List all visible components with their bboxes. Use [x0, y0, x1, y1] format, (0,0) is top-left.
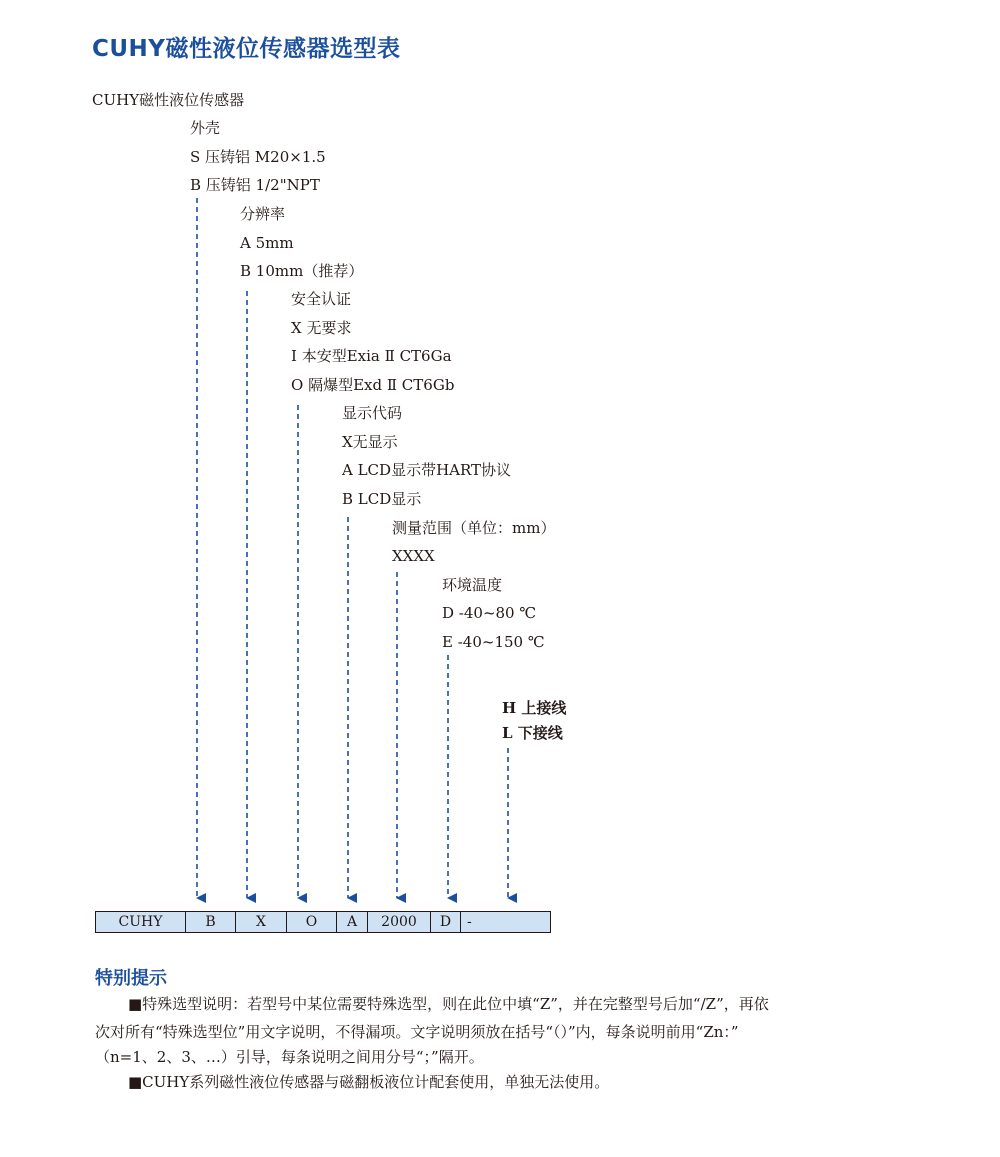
housing-heading: 外壳 [190, 119, 221, 137]
display-option: X无显示 [342, 433, 398, 451]
display-heading: 显示代码 [342, 404, 403, 422]
code-cell-display: A [337, 912, 368, 932]
note-line: ■特殊选型说明：若型号中某位需要特殊选型，则在此位中填“Z”，并在完整型号后加“/Z”，再依 [128, 995, 769, 1013]
note-line: 次对所有“特殊选型位”用文字说明，不得漏项。文字说明须放在括号“（）”内，每条说明前用“Zn：” [95, 1023, 739, 1041]
notes-title: 特别提示 [95, 968, 167, 989]
code-cell-housing: B [186, 912, 236, 932]
code-cell-range: 2000 [368, 912, 431, 932]
code-cell-series: CUHY [96, 912, 186, 932]
wiring-option: L 下接线 [502, 724, 563, 742]
note-line: （n=1、2、3、…）引导，每条说明之间用分号“；”隔开。 [95, 1048, 484, 1066]
code-cell-wiring: - [467, 914, 472, 930]
range-option: XXXX [392, 547, 435, 565]
safety-option: O 隔爆型Exd Ⅱ CT6Gb [291, 376, 455, 394]
safety-heading: 安全认证 [291, 290, 352, 308]
note-line: ■CUHY系列磁性液位传感器与磁翻板液位计配套使用，单独无法使用。 [128, 1073, 610, 1091]
code-cell-resolution: X [236, 912, 287, 932]
model-code-bar [95, 911, 551, 933]
housing-option: S 压铸铝 M20×1.5 [190, 148, 326, 166]
temperature-option: E -40~150 ℃ [442, 633, 545, 651]
safety-option: I 本安型Exia Ⅱ CT6Ga [291, 347, 452, 365]
page-title: CUHY磁性液位传感器选型表 [92, 36, 401, 62]
display-option: A LCD显示带HART协议 [342, 461, 512, 479]
resolution-option: A 5mm [240, 234, 294, 252]
product-label: CUHY磁性液位传感器 [92, 91, 245, 109]
code-cell-safety: O [287, 912, 337, 932]
code-cell-temperature: D [431, 912, 461, 932]
safety-option: X 无要求 [291, 319, 352, 337]
display-option: B LCD显示 [342, 490, 422, 508]
range-heading: 测量范围（单位：mm） [392, 519, 556, 537]
temperature-heading: 环境温度 [442, 576, 503, 594]
wiring-option: H 上接线 [502, 699, 567, 717]
temperature-option: D -40~80 ℃ [442, 604, 537, 622]
resolution-option: B 10mm（推荐） [240, 262, 364, 280]
housing-option: B 压铸铝 1/2"NPT [190, 176, 320, 194]
resolution-heading: 分辨率 [240, 205, 286, 223]
